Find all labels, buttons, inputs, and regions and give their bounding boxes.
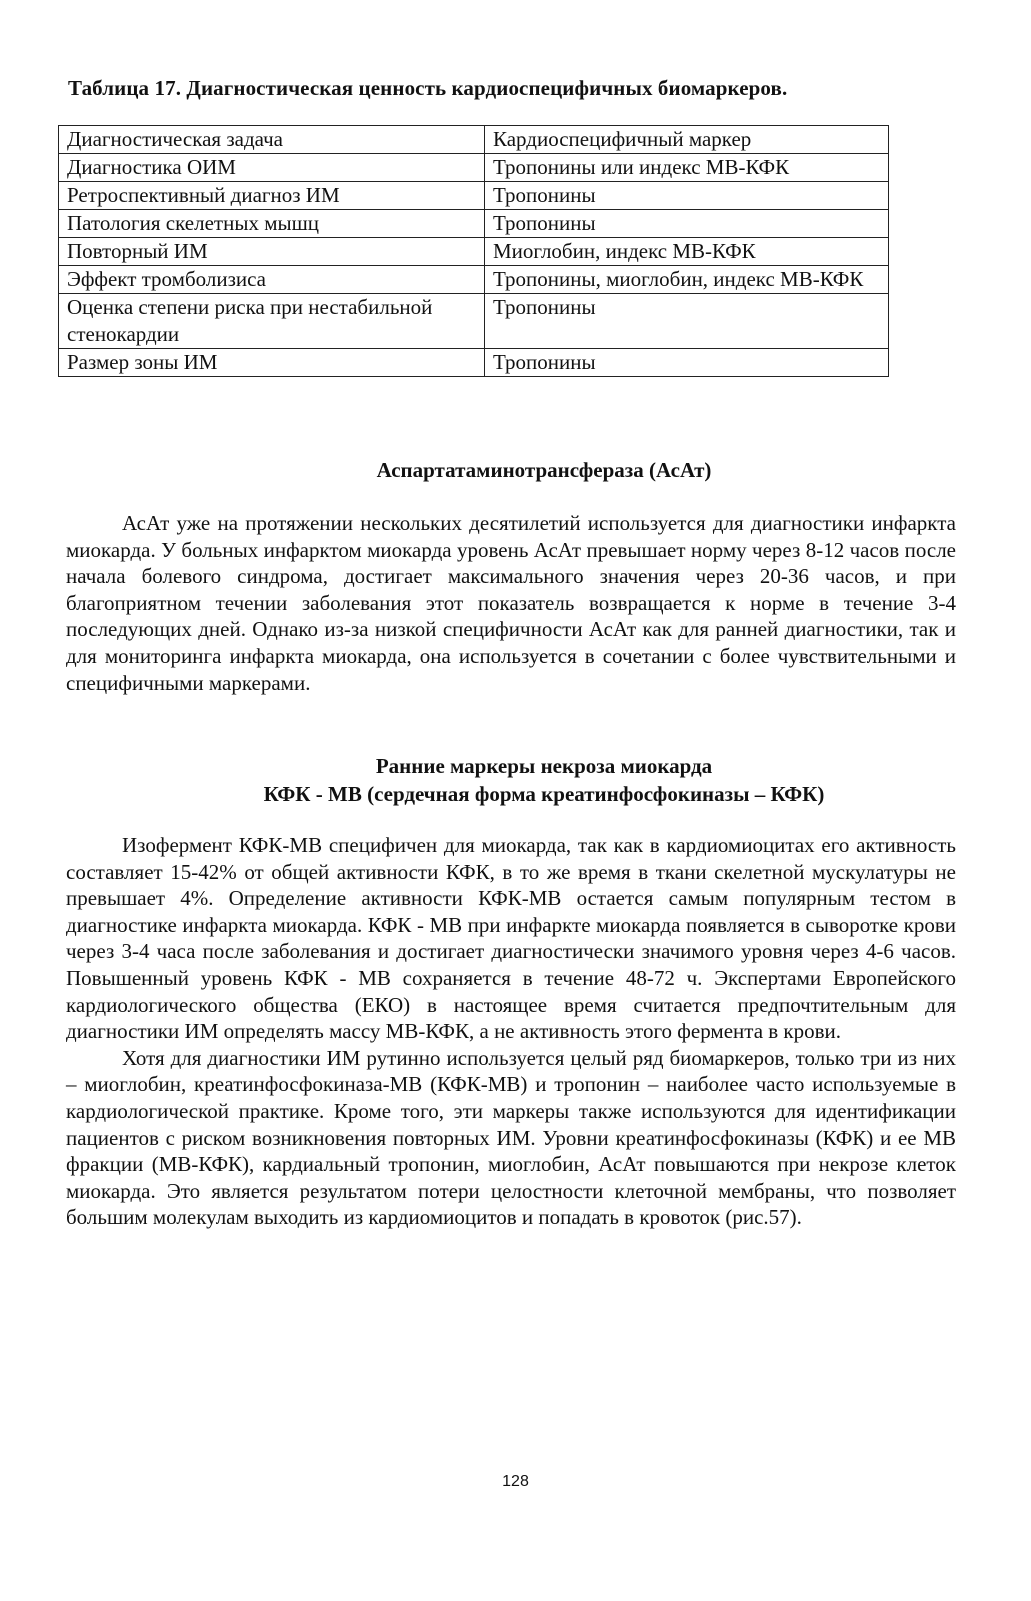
table-cell: Тропонины или индекс МВ-КФК xyxy=(485,154,889,182)
paragraph-asat xyxy=(66,510,956,696)
table-cell: Повторный ИМ xyxy=(59,238,485,266)
table-row xyxy=(59,154,889,182)
paragraph-kfk xyxy=(66,832,956,1231)
page-number: 128 xyxy=(502,1473,529,1490)
biomarker-table xyxy=(58,125,889,377)
table-cell: Диагностика ОИМ xyxy=(59,154,485,182)
paragraph-text: Хотя для диагностики ИМ рутинно используется целый ряд биомаркеров, только три из них – миоглобин, креатинфосфокиназа-МВ (КФК-МВ) и тропонин – наиболее часто используемые в кардиологической практике. Кроме того, эти маркеры также используются для идентификации пациентов с риском возникновения повторных ИМ. Уровни креатинфосфокиназы (КФК) и ее МВ фракции (МВ-КФК), кардиальный тропонин, миоглобин, АсАт повышаются при некрозе клеток миокарда. Это является результатом потери целостности клеточной мембраны, что позволяет большим молекулам выходить из кардиомиоцитов и попадать в кровоток (рис.57). xyxy=(66,1045,956,1230)
table-cell: Тропонины xyxy=(485,294,889,349)
table-row xyxy=(59,238,889,266)
table-row xyxy=(59,182,889,210)
table-row xyxy=(59,349,889,377)
table-header-cell: Кардиоспецифичный маркер xyxy=(485,126,889,154)
table-cell: Размер зоны ИМ xyxy=(59,349,485,377)
table-row xyxy=(59,210,889,238)
table-cell: Тропонины xyxy=(485,182,889,210)
section-heading-kfk-mb: КФК - МВ (сердечная форма креатинфосфокиназы – КФК) xyxy=(263,782,825,806)
table-header-row xyxy=(59,126,889,154)
section-heading-early-markers: Ранние маркеры некроза миокарда xyxy=(375,754,713,778)
section-heading-asat: Аспартатаминотрансфераза (АсАт) xyxy=(376,458,712,482)
paragraph-text: Изофермент КФК-МВ специфичен для миокарда, так как в кардиомиоцитах его активность составляет 15-42% от общей активности КФК, в то же время в ткани скелетной мускулатуры не превышает 4%. Определение активности КФК-МВ остается самым популярным тестом в диагностике инфаркта миокарда. КФК - МВ при инфаркте миокарда появляется в сыворотке крови через 3-4 часа после заболевания и достигает диагностически значимого уровня через 4-6 часов. Повышенный уровень КФК - МВ сохраняется в течение 48-72 ч. Экспертами Европейского кардиологического общества (ЕКО) в настоящее время считается предпочтительным для диагностики ИМ определять массу МВ-КФК, а не активность этого фермента в крови. xyxy=(66,833,956,1044)
table-cell: Патология скелетных мышц xyxy=(59,210,485,238)
table-row xyxy=(59,294,889,349)
table-row xyxy=(59,266,889,294)
table-cell: Оценка степени риска при нестабильной стенокардии xyxy=(59,294,485,349)
table-cell: Миоглобин, индекс МВ-КФК xyxy=(485,238,889,266)
table-caption: Таблица 17. Диагностическая ценность кардиоспецифичных биомаркеров. xyxy=(68,76,788,100)
table-cell: Эффект тромболизиса xyxy=(59,266,485,294)
table-header-cell: Диагностическая задача xyxy=(59,126,485,154)
table-cell: Тропонины xyxy=(485,210,889,238)
table-cell: Тропонины, миоглобин, индекс МВ-КФК xyxy=(485,266,889,294)
table-cell: Ретроспективный диагноз ИМ xyxy=(59,182,485,210)
paragraph-text: АсАт уже на протяжении нескольких десятилетий используется для диагностики инфаркта миокарда. У больных инфарктом миокарда уровень АсАт превышает норму через 8-12 часов после начала болевого синдрома, достигает максимального значения через 20-36 часов, и при благоприятном течении заболевания этот показатель возвращается к норме в течение 3-4 последующих дней. Однако из-за низкой специфичности АсАт как для ранней диагностики, так и для мониторинга инфаркта миокарда, она используется в сочетании с более чувствительными и специфичными маркерами. xyxy=(66,511,956,695)
table-cell: Тропонины xyxy=(485,349,889,377)
